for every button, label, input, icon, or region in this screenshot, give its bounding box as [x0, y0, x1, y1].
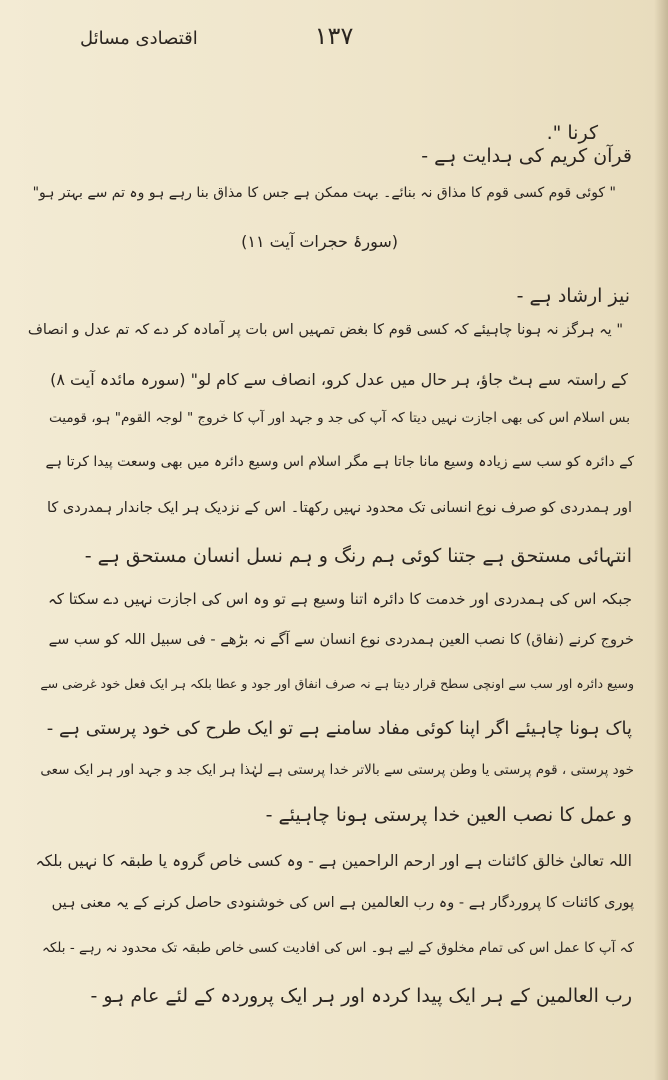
quote-line: " یہ ہرگز نہ ہونا چاہیئے کہ کسی قوم کا بغض تمہیں اس بات پر آمادہ کر دے کہ تم عدل و انصاف: [27, 322, 623, 338]
text-line: اور ہمدردی کو صرف نوع انسانی تک محدود نہیں رکھتا۔ اس کے نزدیک ہر ایک جاندار ہمدردی کا: [46, 500, 632, 516]
text-line: خروج کرنے (نفاق) کا نصب العین ہمدردی نوع انسان سے آگے نہ بڑھے - فی سبیل اللہ کو سب سے: [48, 632, 634, 648]
citation: (سورۂ حجرات آیت ۱۱): [241, 232, 398, 251]
text-line: اللہ تعالیٰ خالق کائنات ہے اور ارحم الراحمین ہے - وہ کسی خاص گروہ یا طبقہ کا نہیں بلکہ: [35, 852, 632, 870]
page-number: ۱۳۷: [314, 22, 354, 50]
text-line: کرنا ".: [546, 122, 598, 144]
text-line: وسیع دائرہ اور سب سے اونچی سطح قرار دیتا ہے نہ صرف انفاق اور جود و عطا بلکہ ہر ایک فعل خود غرضی سے: [40, 676, 634, 691]
text-line: پوری کائنات کا پروردگار ہے - وہ رب العالمین ہے اس کی خوشنودی حاصل کرنے کے یہ معنی ہیں: [51, 895, 634, 911]
text-line: خود پرستی ، قوم پرستی یا وطن پرستی سے بالاتر خدا پرستی ہے لہٰذا ہر ایک جد و جہد اور ہر ایک سعی: [40, 762, 634, 778]
text-line: و عمل کا نصب العین خدا پرستی ہونا چاہیئے -: [265, 804, 632, 826]
text-line: قرآن کریم کی ہدایت ہے -: [421, 145, 632, 167]
text-line: بس اسلام اس کی بھی اجازت نہیں دیتا کہ آپ کی جد و جہد اور آپ کا خروج " لوجہ القوم" ہو، قومیت: [48, 410, 630, 426]
text-line: کے دائرہ کو سب سے زیادہ وسیع مانا جاتا ہے مگر اسلام اس وسیع دائرہ میں بھی وسعت پیدا کرتا ہے: [45, 454, 634, 470]
quote-line: کے راستہ سے ہٹ جاؤ، ہر حال میں عدل کرو، انصاف سے کام لو" (سورہ مائدہ آیت ۸): [50, 370, 628, 389]
text-line: کہ آپ کا عمل اس کی تمام مخلوق کے لیے ہو۔ اس کی افادیت کسی خاص طبقہ تک محدود نہ رہے - بلکہ: [41, 940, 634, 956]
text-line: پاک ہونا چاہیئے اگر اپنا کوئی مفاد سامنے ہے تو ایک طرح کی خود پرستی ہے -: [46, 718, 632, 739]
text-line: جبکہ اس کی ہمدردی اور خدمت کا دائرہ اتنا وسیع ہے تو وہ اس کی اجازت نہیں دے سکتا کہ: [48, 590, 632, 608]
running-title: اقتصادی مسائل: [80, 28, 198, 49]
text-line: نیز ارشاد ہے -: [516, 285, 630, 307]
page-edge-shadow: [654, 0, 668, 1080]
quote-line: " کوئی قوم کسی قوم کا مذاق نہ بنائے۔ بہت ممکن ہے جس کا مذاق بنا رہے ہو وہ تم سے بہتر ہو": [32, 185, 616, 201]
text-line: انتہائی مستحق ہے جتنا کوئی ہم رنگ و ہم نسل انسان مستحق ہے -: [84, 545, 632, 567]
text-line: رب العالمین کے ہر ایک پیدا کردہ اور ہر ایک پروردہ کے لئے عام ہو -: [90, 985, 632, 1007]
